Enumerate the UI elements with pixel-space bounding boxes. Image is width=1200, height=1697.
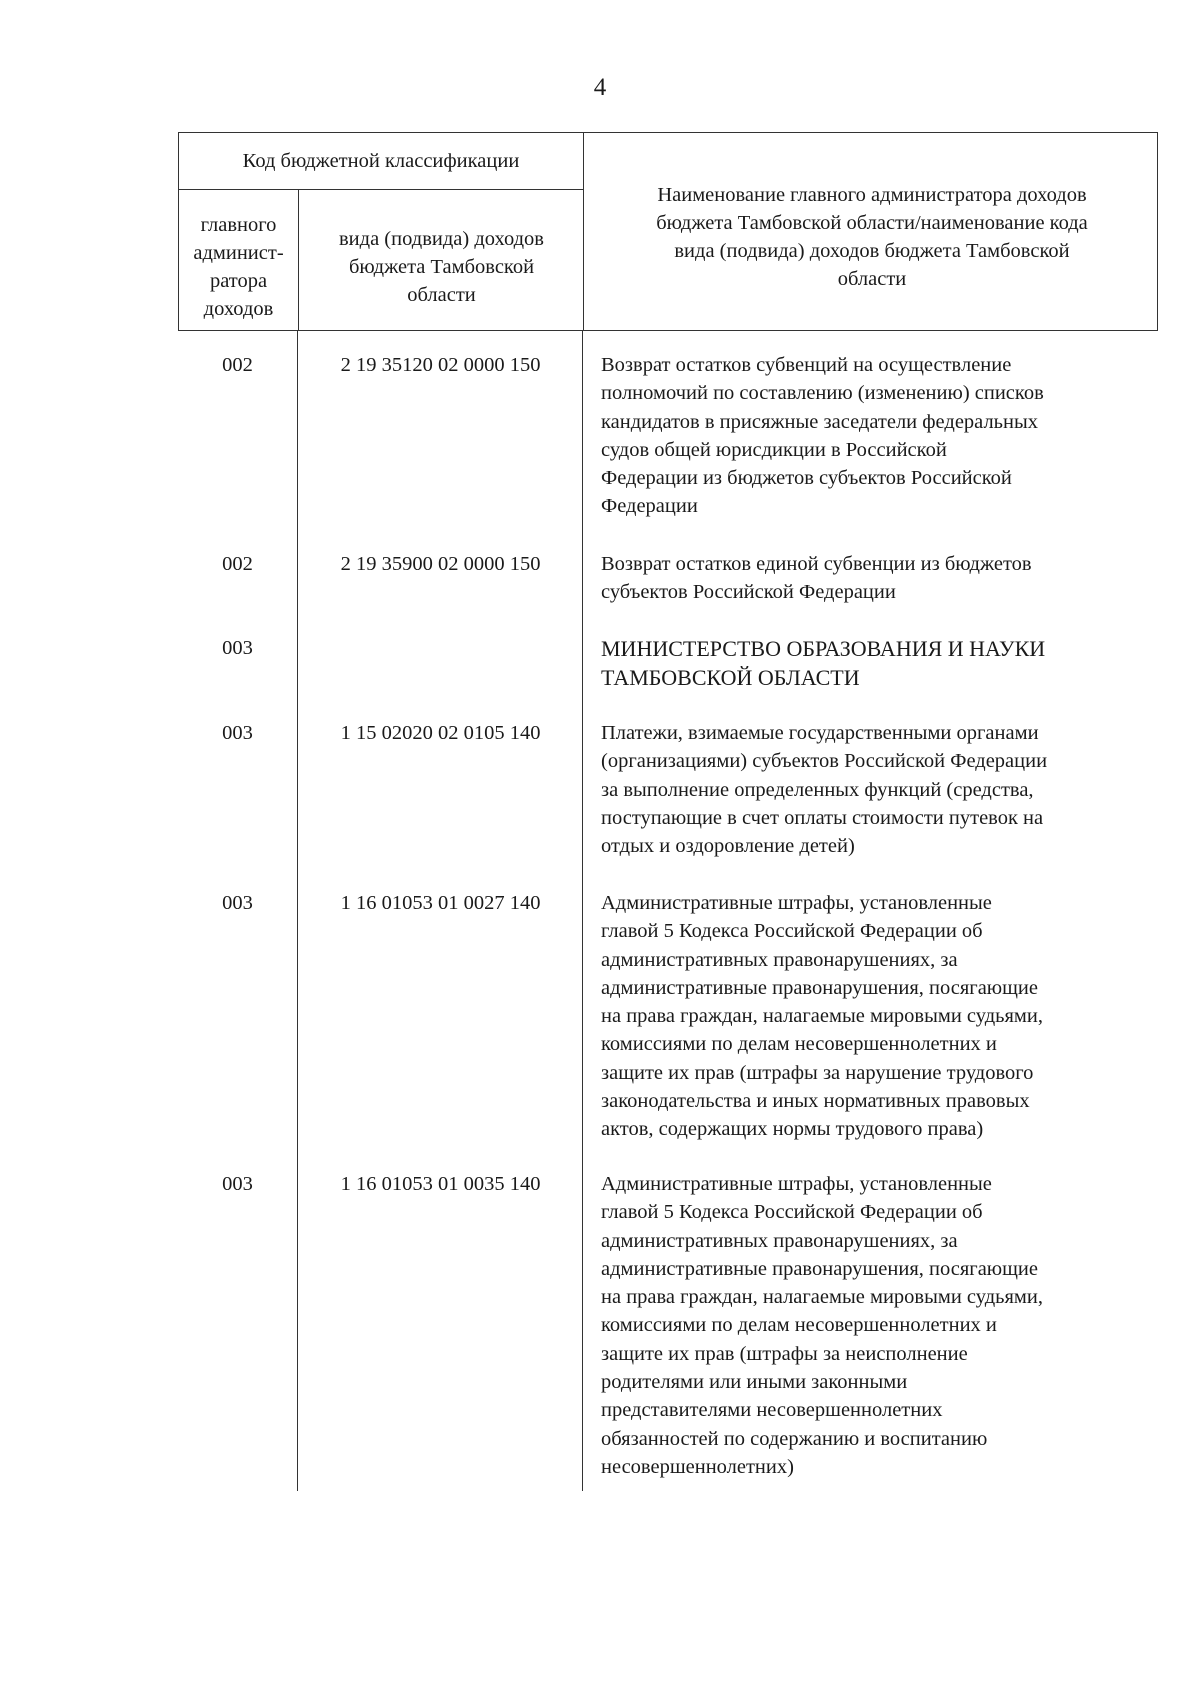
column-divider [297, 331, 298, 1491]
header-admin-column: главного админист- ратора доходов [193, 214, 284, 320]
income-name: Возврат остатков субвенций на осуществление полномочий по составлению (изменению) списков кандидатов в присяжные заседатели федеральных судов общей юрисдикции в Российской Федерации из бюджетов субъектов Российской Федерации [601, 354, 1044, 518]
admin-code: 003 [222, 1173, 253, 1195]
admin-code: 003 [222, 892, 253, 914]
header-divider [179, 189, 583, 190]
income-code: 2 19 35120 02 0000 150 [340, 354, 541, 376]
admin-code: 002 [222, 354, 253, 376]
income-code: 1 16 01053 01 0035 140 [340, 1173, 541, 1195]
income-name: Платежи, взимаемые государственными органами (организациями) субъектов Российской Федерации за выполнение определенных функций (средства, поступающие в счет оплаты стоимости путевок на отдых и оздоровление детей) [601, 722, 1048, 858]
admin-code: 002 [222, 553, 253, 575]
header-divider [583, 133, 584, 330]
header-kind-column: вида (подвида) доходов бюджета Тамбовской области [339, 228, 544, 306]
income-code: 2 19 35900 02 0000 150 [340, 553, 541, 575]
header-divider [298, 189, 299, 330]
income-code: 1 15 02020 02 0105 140 [340, 722, 541, 744]
income-name: Административные штрафы, установленные главой 5 Кодекса Российской Федерации об административных правонарушениях, за административные правонарушения, посягающие на права граждан, налагаемые мировыми судьями, комиссиями по делам несовершеннолетних и защите их прав (штрафы за нарушение трудового законодательства и иных нормативных правовых актов, содержащих нормы трудового права) [601, 892, 1044, 1141]
column-divider [582, 331, 583, 1491]
page-number: 4 [593, 74, 607, 101]
admin-code: 003 [222, 637, 253, 659]
table-header [178, 132, 1158, 331]
header-name-column: Наименование главного администратора доходов бюджета Тамбовской области/наименование кода вида (подвида) доходов бюджета Тамбовской области [656, 184, 1088, 290]
income-code: 1 16 01053 01 0027 140 [340, 892, 541, 914]
income-name: Административные штрафы, установленные главой 5 Кодекса Российской Федерации об административных правонарушениях, за административные правонарушения, посягающие на права граждан, налагаемые мировыми судьями, комиссиями по делам несовершеннолетних и защите их прав (штрафы за неисполнение родителями или иными законными представителями несовершеннолетних обязанностей по содержанию и воспитанию несовершеннолетних) [601, 1173, 1044, 1478]
header-code-group: Код бюджетной классификации [242, 150, 520, 172]
admin-code: 003 [222, 722, 253, 744]
ministry-name: МИНИСТЕРСТВО ОБРАЗОВАНИЯ И НАУКИ ТАМБОВСКОЙ ОБЛАСТИ [601, 636, 1046, 690]
income-name: Возврат остатков единой субвенции из бюджетов субъектов Российской Федерации [601, 553, 1032, 604]
